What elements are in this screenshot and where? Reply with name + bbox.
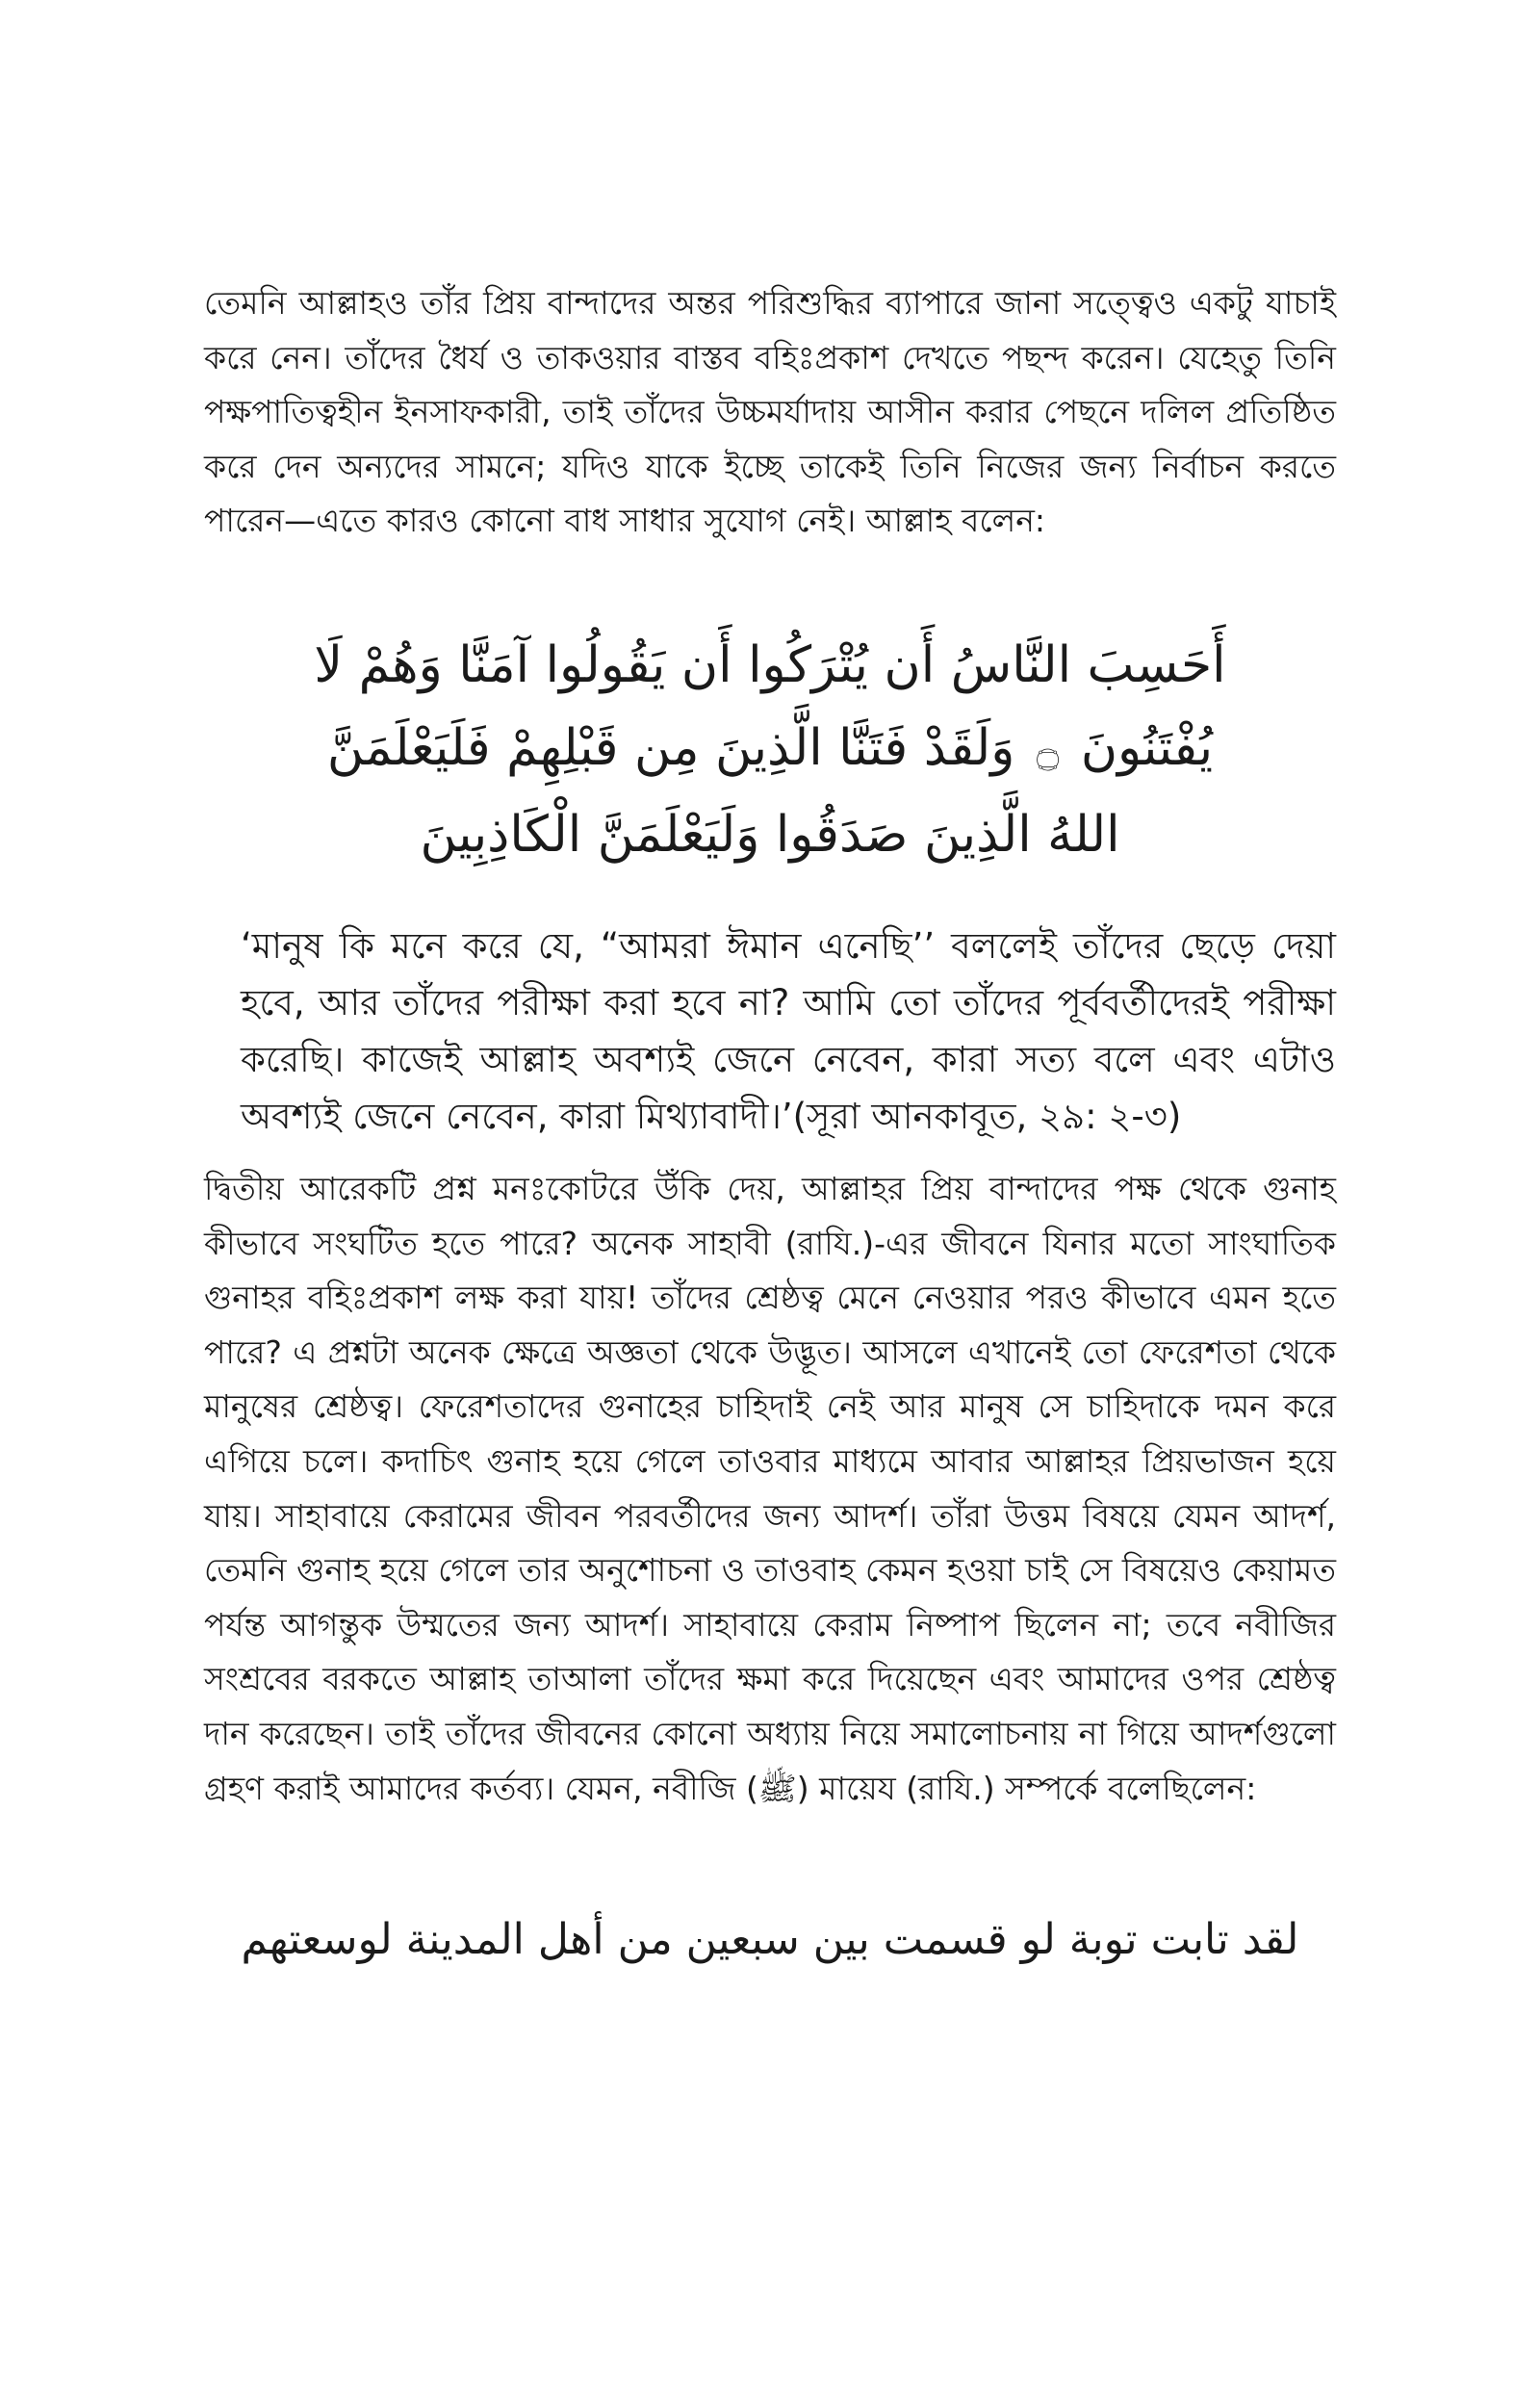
verse-part-2: وَلَقَدْ فَتَنَّا الَّذِينَ مِن قَبْلِهِمْ فَلَيَعْلَمَنَّ اللهُ الَّذِينَ صَدَقُوا وَلَيَعْلَمَنَّ الْكَاذِبِينَ — [326, 719, 1120, 864]
hadith-quote: لقد تابت توبة لو قسمت بين سبعين من أهل المدينة لوسعتهم — [241, 1915, 1299, 1964]
quran-verse — [289, 624, 1251, 876]
verse-part-1: أَحَسِبَ النَّاسُ أَن يُتْرَكُوا أَن يَقُولُوا آمَنَّا وَهُمْ لَا يُفْتَنُونَ — [314, 636, 1226, 777]
verse-translation: ‘মানুষ কি মনে করে যে, “আমরা ঈমান এনেছি’’ বললেই তাঁদের ছেড়ে দেয়া হবে, আর তাঁদের পরীক্ষা করা হবে না? আমি তো তাঁদের পূর্ববর্তীদেরই পরীক্ষা করেছি। কাজেই আল্লাহ অবশ্যই জেনে নেবেন, কারা সত্য বলে এবং এটাও অবশ্যই জেনে নেবেন, কারা মিথ্যাবাদী।’(সূরা আনকাবূত, ২৯: ২-৩) — [241, 925, 1336, 1137]
second-paragraph: দ্বিতীয় আরেকটি প্রশ্ন মনঃকোটরে উঁকি দেয়, আল্লাহর প্রিয় বান্দাদের পক্ষ থেকে গুনাহ কীভাবে সংঘটিত হতে পারে? অনেক সাহাবী (রাযি.)-এর জীবনে যিনার মতো সাংঘাতিক গুনাহর বহিঃপ্রকাশ লক্ষ করা যায়! তাঁদের শ্রেষ্ঠত্ব মেনে নেওয়ার পরও কীভাবে এমন হতে পারে? এ প্রশ্নটা অনেক ক্ষেত্রে অজ্ঞতা থেকে উদ্ভূত। আসলে এখানেই তো ফেরেশতা থেকে মানুষের শ্রেষ্ঠত্ব। ফেরেশতাদের গুনাহের চাহিদাই নেই আর মানুষ সে চাহিদাকে দমন করে এগিয়ে চলে। কদাচিৎ গুনাহ হয়ে গেলে তাওবার মাধ্যমে আবার আল্লাহর প্রিয়ভাজন হয়ে যায়। সাহাবায়ে কেরামের জীবন পরবর্তীদের জন্য আদর্শ। তাঁরা উত্তম বিষয়ে যেমন আদর্শ, তেমনি গুনাহ হয়ে গেলে তার অনুশোচনা ও তাওবাহ কেমন হওয়া চাই সে বিষয়েও কেয়ামত পর্যন্ত আগন্তুক উম্মতের জন্য আদর্শ। সাহাবায়ে কেরাম নিষ্পাপ ছিলেন না; তবে নবীজির সংশ্রবের বরকতে আল্লাহ তাআলা তাঁদের ক্ষমা করে দিয়েছেন এবং আমাদের ওপর শ্রেষ্ঠত্ব দান করেছেন। তাই তাঁদের জীবনের কোনো অধ্যায় নিয়ে সমালোচনায় না গিয়ে আদর্শগুলো গ্রহণ করাই আমাদের কর্তব্য। যেমন, নবীজি (ﷺ) মায়েয (রাযি.) সম্পর্কে বলেছিলেন: — [204, 1170, 1336, 1807]
ayah-end-icon: ۝ — [1036, 730, 1060, 774]
intro-paragraph: তেমনি আল্লাহও তাঁর প্রিয় বান্দাদের অন্তর পরিশুদ্ধির ব্যাপারে জানা সত্ত্বেও একটু যাচাই করে নেন। তাঁদের ধৈর্য ও তাকওয়ার বাস্তব বহিঃপ্রকাশ দেখতে পছন্দ করেন। যেহেতু তিনি পক্ষপাতিত্বহীন ইনসাফকারী, তাই তাঁদের উচ্চমর্যাদায় আসীন করার পেছনে দলিল প্রতিষ্ঠিত করে দেন অন্যদের সামনে; যদিও যাকে ইচ্ছে তাকেই তিনি নিজের জন্য নির্বাচন করতে পারেন—এতে কারও কোনো বাধ সাধার সুযোগ নেই। আল্লাহ বলেন: — [204, 284, 1336, 540]
